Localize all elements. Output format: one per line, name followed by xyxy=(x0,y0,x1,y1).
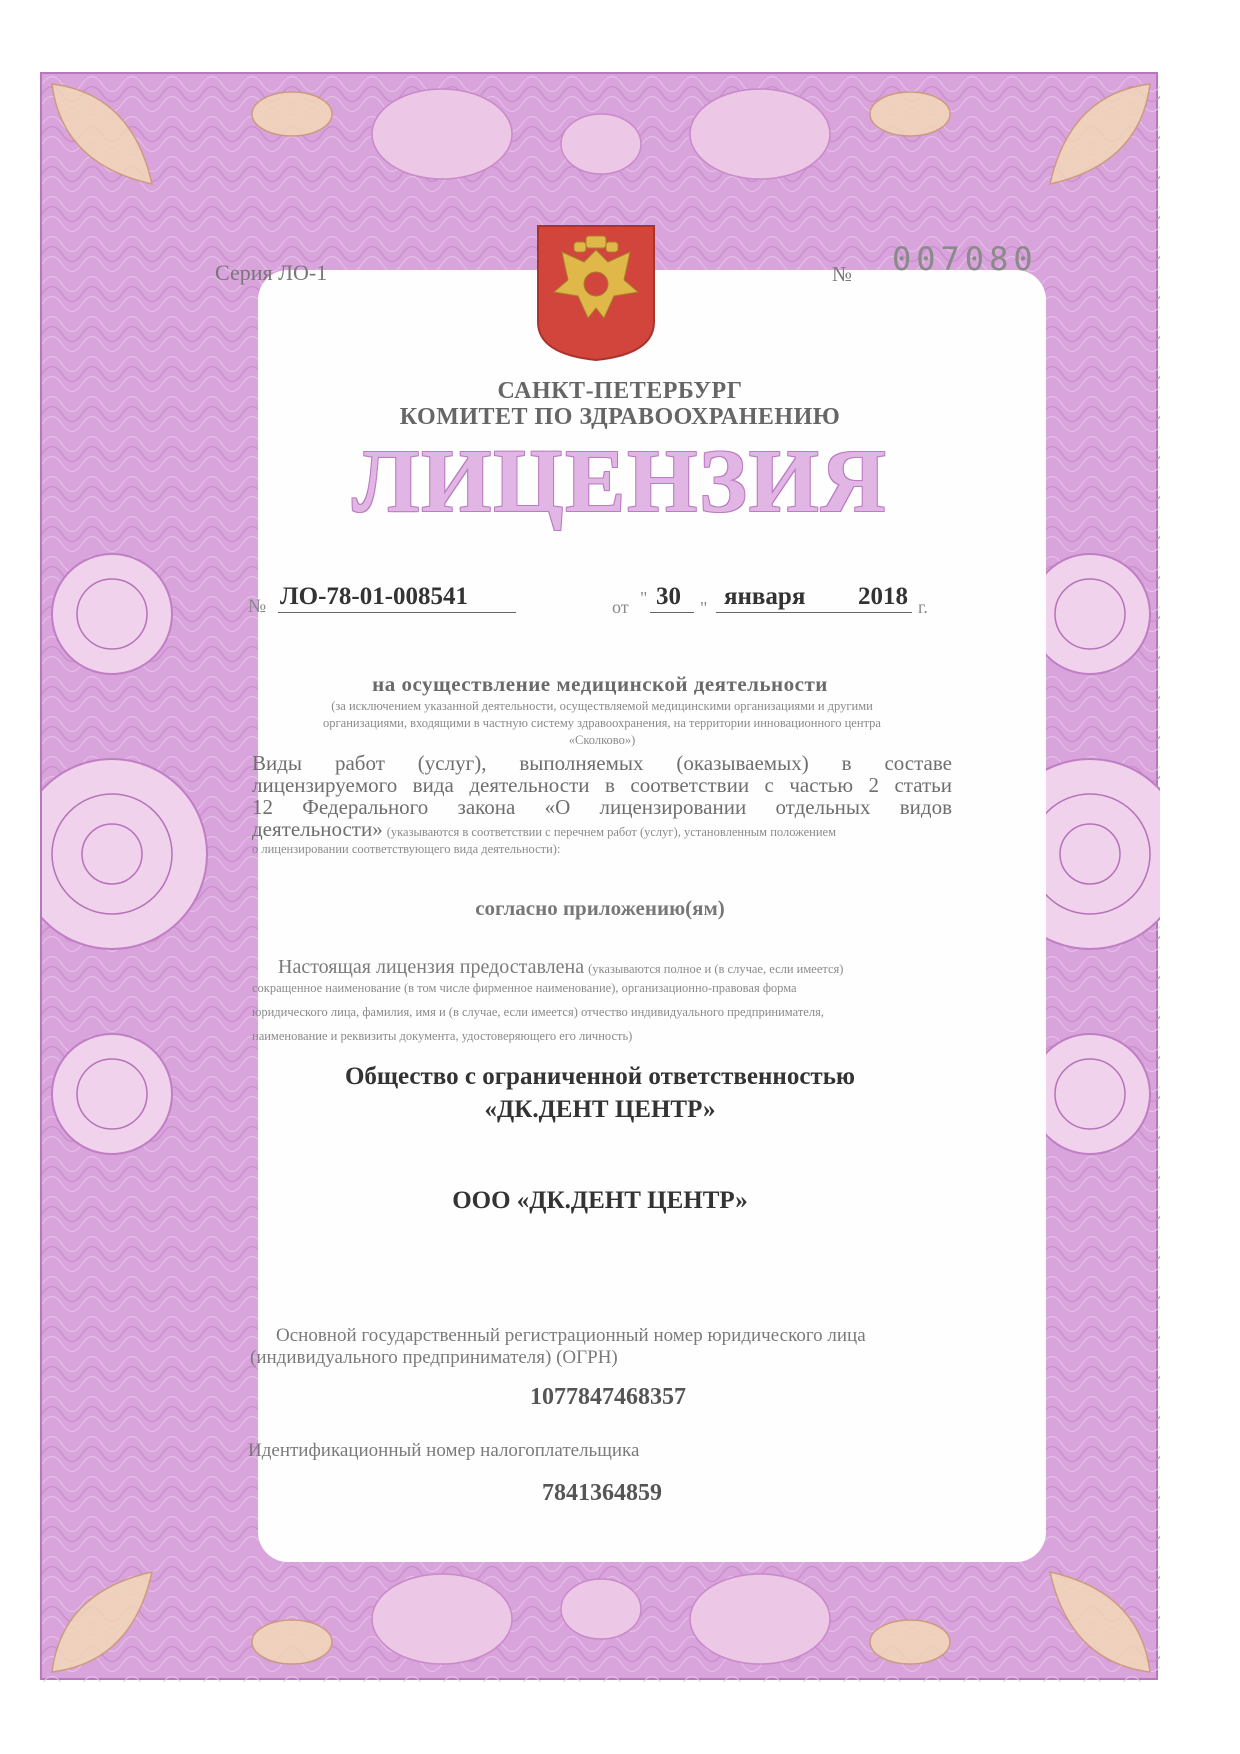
works-text-line-4 xyxy=(252,818,952,843)
date-year-suffix: г. xyxy=(918,597,928,617)
granted-line-1 xyxy=(278,956,843,979)
granted-note-line-1: (указываются полное и (в случае, если имеется) xyxy=(588,962,844,976)
granted-note-line-4: наименование и реквизиты документа, удостоверяющего его личность) xyxy=(252,1029,633,1043)
serial-number-sign: № xyxy=(832,262,853,286)
granted-text: Настоящая лицензия предоставлена xyxy=(278,956,585,978)
date-day-underline xyxy=(650,612,694,613)
works-text-end: деятельности» xyxy=(252,817,383,841)
organization-full-name-line-1: Общество с ограниченной ответственностью xyxy=(344,1063,856,1090)
granted-note-line-2: сокращенное наименование (в том числе фирменное наименование), организационно-правовая форма xyxy=(252,981,797,995)
license-number-underline xyxy=(278,612,516,613)
granted-note-line-3: юридического лица, фамилия, имя и (в случае, если имеется) отчество индивидуального предпринимателя, xyxy=(252,1005,824,1019)
license-number: ЛО-78-01-008541 xyxy=(280,583,469,610)
works-text-line-2: лицензируемого вида деятельности в соответствии с частью 2 статьи xyxy=(252,773,952,797)
activity-note-line-2: организациями, входящими в частную систему здравоохранения, на территории инновационного центра xyxy=(323,716,881,730)
appendix-reference: согласно приложению(ям) xyxy=(475,896,725,920)
date-open-quote: " xyxy=(640,588,648,608)
organization-short-name: ООО «ДК.ДЕНТ ЦЕНТР» xyxy=(452,1187,748,1214)
series-label: Серия ЛО-1 xyxy=(215,260,328,285)
works-note-line-2: о лицензировании соответствующего вида деятельности): xyxy=(252,842,561,856)
coat-of-arms-emblem xyxy=(534,222,658,367)
ogrn-label-line-2: (индивидуального предпринимателя) (ОГРН) xyxy=(250,1347,618,1368)
activity-note-line-3: «Сколково») xyxy=(568,733,636,747)
works-text-line-3: 12 Федерального закона «О лицензировании отдельных видов xyxy=(252,795,952,819)
ogrn-value: 1077847468357 xyxy=(530,1384,686,1410)
activity-note-line-1: (за исключением указанной деятельности, осуществляемой медицинскими организациями и другими xyxy=(331,699,873,713)
date-close-quote: " xyxy=(700,598,708,618)
license-number-sign: № xyxy=(248,596,267,617)
inn-value: 7841364859 xyxy=(542,1480,662,1506)
date-month: января xyxy=(724,583,806,610)
organization-full-name-line-2: «ДК.ДЕНТ ЦЕНТР» xyxy=(484,1096,716,1123)
date-month-year-underline xyxy=(716,612,912,613)
ogrn-label-line-1: Основной государственный регистрационный номер юридического лица xyxy=(276,1325,866,1346)
issuer-authority: КОМИТЕТ ПО ЗДРАВООХРАНЕНИЮ xyxy=(399,404,841,430)
serial-number: 007080 xyxy=(892,240,1038,278)
works-note-line-1: (указываются в соответствии с перечнем работ (услуг), установленным положением xyxy=(386,825,836,839)
date-year: 2018 xyxy=(858,583,908,610)
date-from-label: от xyxy=(612,597,629,617)
works-text-line-1: Виды работ (услуг), выполняемых (оказываемых) в составе xyxy=(252,751,952,775)
activity-heading: на осуществление медицинской деятельности xyxy=(372,672,828,696)
inn-label: Идентификационный номер налогоплательщика xyxy=(248,1440,640,1461)
document-title: ЛИЦЕНЗИЯ xyxy=(352,432,888,531)
issuer-city: САНКТ-ПЕТЕРБУРГ xyxy=(497,378,743,404)
date-day: 30 xyxy=(656,583,681,610)
